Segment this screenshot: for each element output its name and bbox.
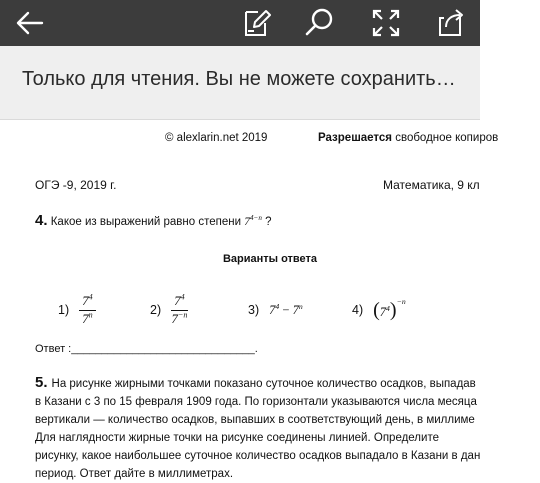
- task-4: [35, 212, 272, 229]
- exam-title: ОГЭ -9, 2019 г.: [35, 178, 117, 192]
- fraction: $\frac{7^4}{7^{-n}}$: [171, 292, 188, 326]
- task-5: [35, 374, 515, 483]
- read-only-banner: [0, 46, 480, 120]
- back-button[interactable]: [12, 5, 48, 41]
- permission-bold: Разрешается: [318, 132, 393, 144]
- share-button[interactable]: [434, 5, 470, 41]
- task-line: вертикали — количество осадков, выпавших в соответствующий день, в миллиме: [35, 414, 475, 426]
- option-label: 3): [248, 303, 260, 317]
- expand-icon: [368, 5, 404, 41]
- answer-blank: ______________________________.: [71, 343, 258, 355]
- task-line: период. Ответ дайте в миллиметрах.: [35, 468, 234, 480]
- fraction: $\frac{7^4}{7^n}$: [79, 294, 96, 326]
- power-expression: $7^{4-n}$: [244, 214, 262, 228]
- option-1: [58, 290, 96, 330]
- task-line: На рисунке жирными точками показано суточное количество осадков, выпадав: [51, 378, 476, 390]
- answer-line: [35, 343, 258, 355]
- task-text: Какое из выражений равно степени: [50, 216, 242, 228]
- answer-label: Ответ :: [35, 343, 72, 355]
- option-label: 4): [352, 303, 364, 317]
- variants-title: Варианты ответа: [222, 253, 318, 265]
- task-line: Для наглядности жирные точки на рисунке соединены линией. Определите: [35, 432, 439, 444]
- task-number: 5.: [35, 374, 48, 391]
- subject-title: Математика, 9 кл: [383, 178, 480, 192]
- permission-text: [318, 132, 498, 144]
- option-label: 2): [150, 303, 162, 317]
- share-icon: [434, 5, 470, 41]
- read-only-message: Только для чтения. Вы не можете сохранить…: [22, 68, 456, 90]
- copyright-text: © alexlarin.net 2019: [165, 132, 268, 144]
- pen-edit-icon: [238, 5, 274, 41]
- top-toolbar: [0, 0, 480, 46]
- task-line: рисунку, какое наибольшее суточное количество осадков выпадало в Казани в дан: [35, 450, 481, 462]
- fullscreen-button[interactable]: [368, 5, 404, 41]
- option-3: [248, 290, 303, 330]
- option-4: [352, 290, 406, 330]
- power-of-power-expression: $(7^4)^{-n}$: [373, 297, 406, 321]
- option-2: [150, 290, 188, 330]
- document-page[interactable]: [0, 120, 499, 480]
- back-arrow-icon: [12, 5, 48, 41]
- search-icon: [302, 5, 338, 41]
- permission-rest: свободное копиров: [395, 132, 499, 144]
- option-label: 1): [58, 303, 70, 317]
- question-mark: ?: [265, 216, 272, 228]
- task-number: 4.: [35, 212, 48, 229]
- search-button[interactable]: [302, 5, 338, 41]
- task-line: в Казани с 3 по 15 февраля 1909 года. По горизонтали указываются числа месяца: [35, 396, 477, 408]
- edit-button[interactable]: [238, 5, 274, 41]
- difference-expression: $7^4 - 7^n$: [269, 301, 303, 317]
